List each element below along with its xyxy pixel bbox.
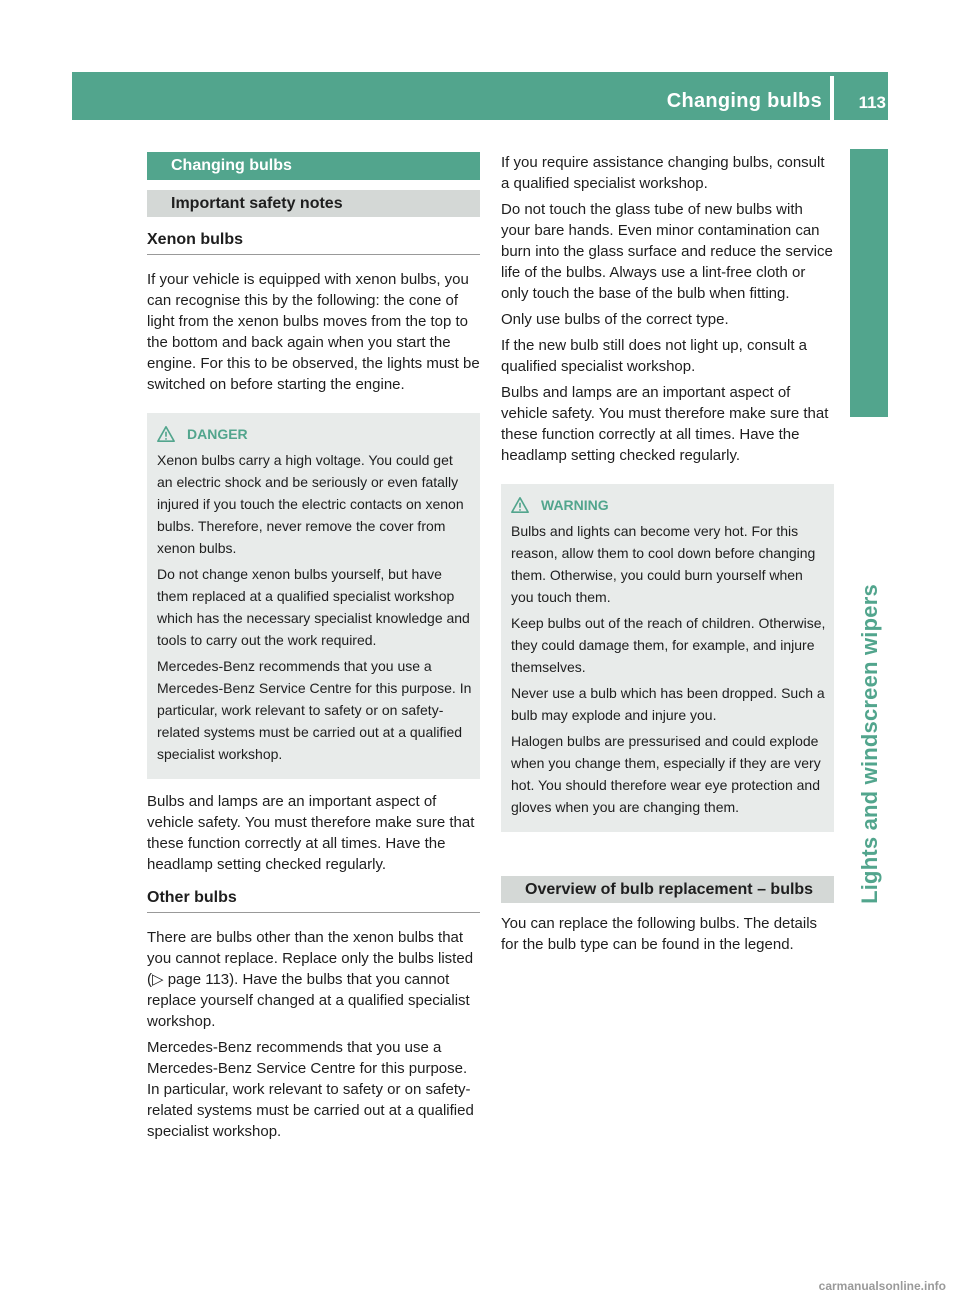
after-danger-paragraph: Bulbs and lamps are an important aspect of vehicle safety. You must therefore make sure that these function correctly at all times. Have the headlamp setting checked regularly. — [147, 793, 475, 873]
danger-paragraph: Mercedes-Benz recommends that you use a Mercedes-Benz Service Centre for this purpose. In particular, work relevant to safety or on safety-related systems must be carried out at a qualified specialist workshop. — [157, 658, 472, 762]
subsection-title: Important safety notes — [147, 190, 480, 217]
warning-paragraph: Keep bulbs out of the reach of children. Otherwise, they could damage them, for example, and injure themselves. — [511, 615, 826, 675]
page-number: 113 — [858, 93, 886, 112]
header-title: Changing bulbs — [666, 90, 822, 112]
warning-header — [511, 496, 826, 514]
warning-paragraph: Halogen bulbs are pressurised and could explode when you change them, especially if they are very hot. You should therefore wear eye protection and gloves when you are changing them. — [511, 733, 821, 815]
right-paragraph: If you require assistance changing bulbs, consult a qualified specialist workshop. — [501, 154, 825, 192]
right-paragraph: Do not touch the glass tube of new bulbs with your bare hands. Even minor contamination can burn into the glass surface and reduce the service life of the bulbs. Always use a lint-free cloth or only touch the base of the bulb when fitting. — [501, 201, 833, 302]
danger-paragraph: Do not change xenon bulbs yourself, but have them replaced at a qualified specialist workshop which has the necessary specialist knowledge and tools to carry out the work required. — [157, 566, 470, 648]
danger-header — [157, 425, 472, 443]
section-title: Changing bulbs — [147, 152, 480, 180]
danger-box — [147, 413, 480, 779]
right-column — [501, 152, 834, 960]
overview-paragraph: You can replace the following bulbs. The details for the bulb type can be found in the legend. — [501, 915, 818, 953]
warning-paragraph: Never use a bulb which has been dropped. Such a bulb may explode and injure you. — [511, 685, 825, 723]
warning-triangle-icon — [157, 425, 175, 443]
page-header — [72, 72, 888, 120]
xenon-paragraph: If your vehicle is equipped with xenon bulbs, you can recognise this by the following: the cone of light from the xenon bulbs moves from the top to the bottom and back again when you start the engine. For this to be observed, the lights must be switched on before starting the engine. — [147, 271, 480, 393]
warning-label: WARNING — [541, 497, 609, 513]
other-bulbs-paragraph: There are bulbs other than the xenon bulbs that you cannot replace. Replace only the bulbs listed (▷ page 113). Have the bulbs that you cannot replace yourself changed at a qualified specialist workshop. — [147, 929, 474, 1030]
warning-paragraph: Bulbs and lights can become very hot. For this reason, allow them to cool down before changing them. Otherwise, you could burn yourself when you touch them. — [511, 523, 816, 605]
side-tab-block — [850, 149, 888, 417]
right-paragraph: Only use bulbs of the correct type. — [501, 311, 729, 328]
warning-box — [501, 484, 834, 832]
danger-label: DANGER — [187, 426, 248, 442]
xenon-bulbs-heading: Xenon bulbs — [147, 231, 480, 255]
other-bulbs-heading: Other bulbs — [147, 889, 480, 913]
overview-title: Overview of bulb replacement – bulbs — [501, 876, 834, 903]
side-tab-label: Lights and windscreen wipers — [857, 584, 882, 904]
right-paragraph: If the new bulb still does not light up, consult a qualified specialist workshop. — [501, 337, 808, 375]
header-divider — [830, 76, 834, 120]
right-paragraph: Bulbs and lamps are an important aspect of vehicle safety. You must therefore make sure that these function correctly at all times. Have the headlamp setting checked regularly. — [501, 384, 829, 464]
danger-paragraph: Xenon bulbs carry a high voltage. You could get an electric shock and be seriously or even fatally injured if you touch the electric contacts on xenon bulbs. Therefore, never remove the cover from xenon bulbs. — [157, 452, 464, 556]
watermark: carmanualsonline.info — [818, 1279, 946, 1293]
warning-triangle-icon — [511, 496, 529, 514]
other-bulbs-paragraph: Mercedes-Benz recommends that you use a Mercedes-Benz Service Centre for this purpose. In particular, work relevant to safety or on safety-related systems must be carried out at a qualified specialist workshop. — [147, 1039, 474, 1140]
left-column — [147, 152, 480, 1147]
